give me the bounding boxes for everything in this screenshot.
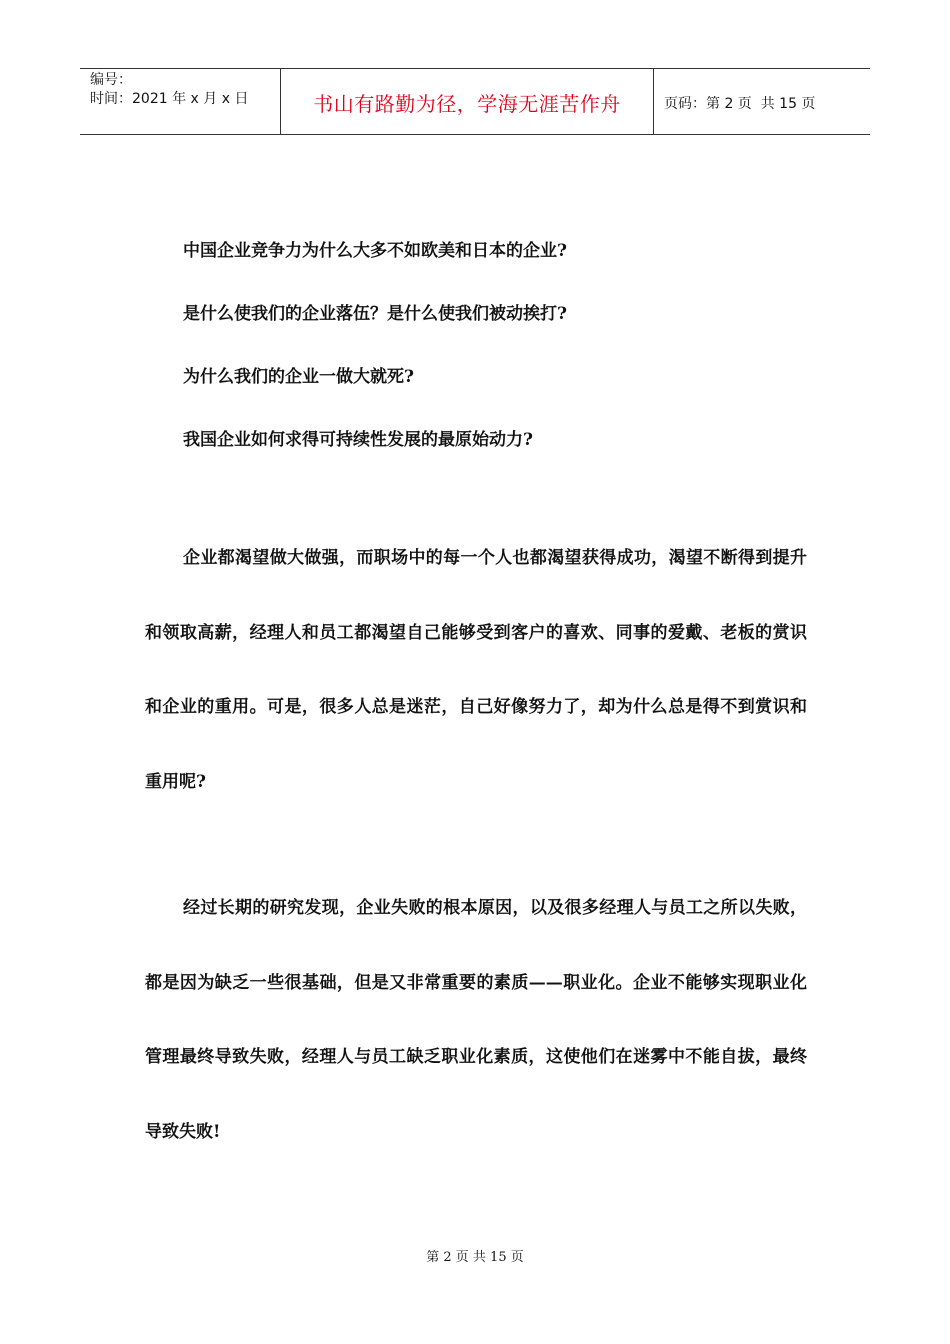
page-footer: 第 2 页 共 15 页 <box>426 1250 524 1265</box>
document-number-label: 编号： <box>90 72 132 88</box>
question-line: 中国企业竞争力为什么大多不如欧美和日本的企业? <box>183 241 567 261</box>
header-motto: 书山有路勤为径，学海无涯苦作舟 <box>281 69 654 134</box>
body-paragraph: 企业都渴望做大做强，而职场中的每一个人也都渴望获得成功，渴望不断得到提升和领取高薪，经理人和员工都渴望自己能够受到客户的喜欢、同事的爱戴、老板的赏识和企业的重用。可是，很多人总是迷茫，自己好像努力了，却为什么总是得不到赏识和重用呢? <box>145 548 807 792</box>
question-line: 我国企业如何求得可持续性发展的最原始动力? <box>183 430 533 450</box>
header-meta <box>80 69 281 134</box>
question-line: 为什么我们的企业一做大就死? <box>183 367 414 387</box>
document-date-label: 时间：2021 年 x 月 x 日 <box>90 91 249 107</box>
page-header <box>80 68 870 135</box>
header-page-info: 页码：第 2 页 共 15 页 <box>664 95 816 112</box>
body-paragraph: 经过长期的研究发现，企业失败的根本原因，以及很多经理人与员工之所以失败，都是因为缺乏一些很基础，但是又非常重要的素质——职业化。企业不能够实现职业化管理最终导致失败，经理人与员工缺乏职业化素质，这使他们在迷雾中不能自拔，最终导致失败! <box>145 898 807 1142</box>
question-line: 是什么使我们的企业落伍？是什么使我们被动挨打? <box>183 304 567 324</box>
